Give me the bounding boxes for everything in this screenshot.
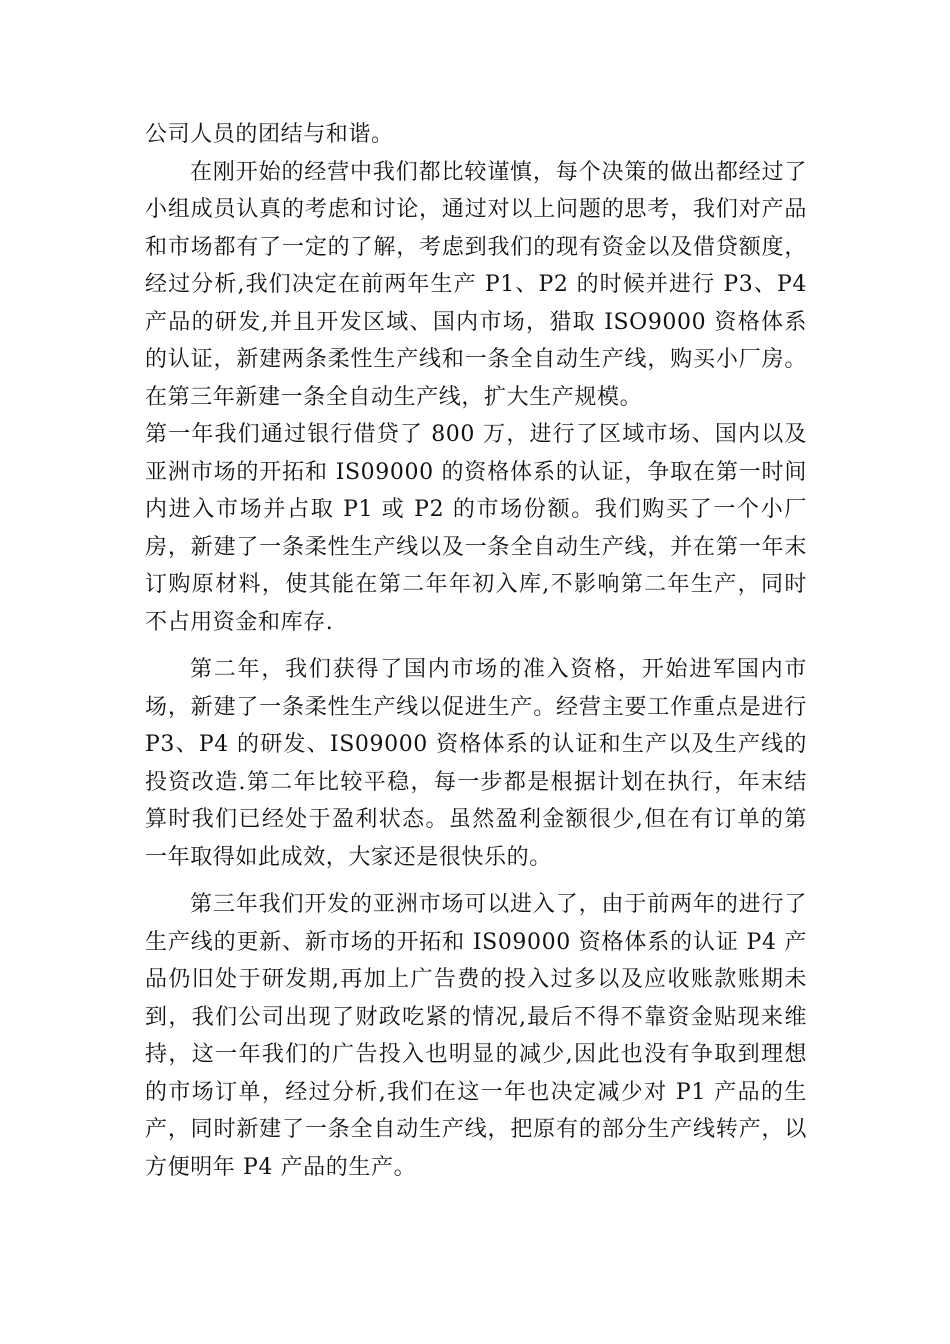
- paragraph-early-operations: 在刚开始的经营中我们都比较谨慎，每个决策的做出都经过了小组成员认真的考虑和讨论，通过对以上问题的思考，我们对产品和市场都有了一定的了解，考虑到我们的现有资金以及借贷额度，经过分析,我们决定在前两年生产 P1、P2 的时候并进行 P3、P4 产品的研发,并且开发区域、国内市场，猎取 ISO9000 资格体系的认证，新建两条柔性生产线和一条全自动生产线，购买小厂房。在第三年新建一条全自动生产线，扩大生产规模。: [145, 159, 807, 410]
- paragraph-year-three: 第三年我们开发的亚洲市场可以进入了，由于前两年的进行了生产线的更新、新市场的开拓和 IS09000 资格体系的认证 P4 产品仍旧处于研发期,再加上广告费的投入过多以及应收账款账期未到，我们公司出现了财政吃紧的情况,最后不得不靠资金贴现来维持，这一年我们的广告投入也明显的减少,因此也没有争取到理想的市场订单，经过分析,我们在这一年也决定减少对 P1 产品的生产，同时新建了一条全自动生产线，把原有的部分生产线转产，以方便明年 P4 产品的生产。: [145, 892, 807, 1180]
- paragraph-year-two: 第二年，我们获得了国内市场的准入资格，开始进军国内市场，新建了一条柔性生产线以促进生产。经营主要工作重点是进行 P3、P4 的研发、IS09000 资格体系的认证和生产以及生产线的投资改造.第二年比较平稳，每一步都是根据计划在执行，年末结算时我们已经处于盈利状态。虽然盈利金额很少,但在有订单的第一年取得如此成效，大家还是很快乐的。: [145, 657, 807, 870]
- paragraph-year-one: 第一年我们通过银行借贷了 800 万，进行了区域市场、国内以及亚洲市场的开拓和 IS09000 的资格体系的认证，争取在第一时间内进入市场并占取 P1 或 P2 的市场份额。我们购买了一个小厂房，新建了一条柔性生产线以及一条全自动生产线，并在第一年末订购原材料，使其能在第二年年初入库,不影响第二年生产，同时不占用资金和库存.: [145, 422, 807, 635]
- document-body: [145, 116, 807, 1186]
- paragraph-continuation: 公司人员的团结与和谐。: [145, 122, 394, 147]
